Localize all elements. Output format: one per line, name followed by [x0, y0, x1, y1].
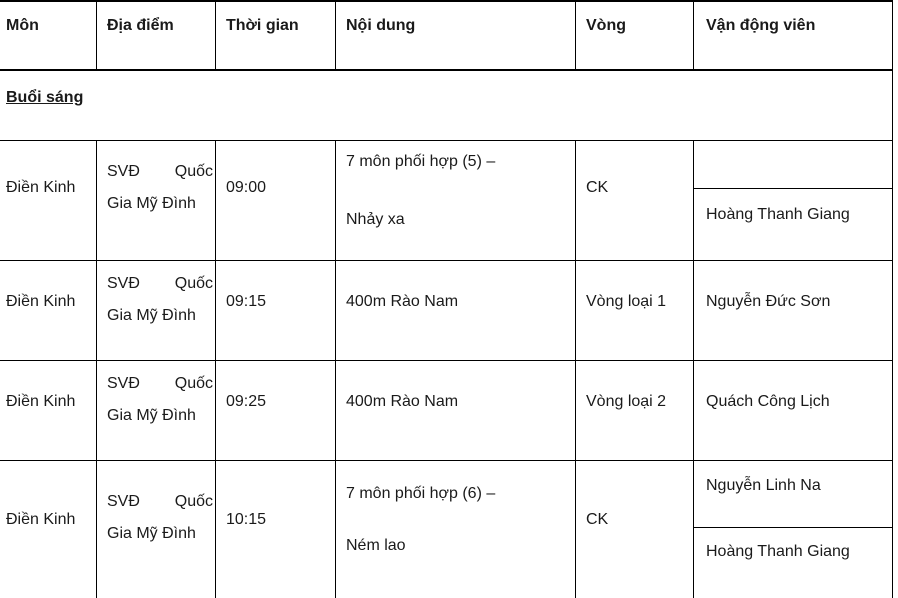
header-vong: Vòng [586, 17, 626, 34]
venue-line: Gia Mỹ Đình [107, 195, 196, 212]
row-divider [0, 360, 893, 361]
row2-venue [107, 268, 213, 332]
row3-mon: Điền Kinh [6, 393, 76, 410]
row1-content-line1: 7 môn phối hợp (5) – [346, 153, 496, 170]
venue-word: SVĐ [107, 493, 140, 510]
col-divider [575, 140, 576, 598]
row1-athlete-2: Hoàng Thanh Giang [706, 206, 850, 223]
row2-round: Vòng loại 1 [586, 293, 667, 310]
row3-time: 09:25 [226, 393, 267, 410]
venue-word: Quốc [174, 375, 213, 392]
section-title: Buổi sáng [6, 89, 84, 106]
header-noi-dung: Nội dung [346, 17, 416, 34]
table-border-top [0, 0, 893, 2]
row4-athlete-2: Hoàng Thanh Giang [706, 543, 850, 560]
row4-round: CK [586, 511, 609, 528]
col-divider [96, 0, 97, 70]
header-mon: Môn [6, 17, 39, 34]
header-van-dong-vien: Vận động viên [706, 17, 816, 34]
row1-round: CK [586, 179, 609, 196]
header-dia-diem: Địa điểm [107, 17, 174, 34]
col-divider [96, 140, 97, 598]
row4-athlete-1: Nguyễn Linh Na [706, 477, 821, 494]
venue-line: Gia Mỹ Đình [107, 525, 196, 542]
venue-word: Quốc [174, 493, 213, 510]
row2-athlete: Nguyễn Đức Sơn [706, 293, 831, 310]
row3-athlete: Quách Công Lịch [706, 393, 830, 410]
row3-content: 400m Rào Nam [346, 393, 459, 410]
venue-line: Gia Mỹ Đình [107, 307, 196, 324]
col-divider [693, 0, 694, 70]
table-border-right [892, 0, 893, 598]
row1-venue [107, 156, 213, 220]
athlete-subdivider [693, 188, 893, 189]
row2-content: 400m Rào Nam [346, 293, 459, 310]
row4-time: 10:15 [226, 511, 267, 528]
venue-line: Gia Mỹ Đình [107, 407, 196, 424]
col-divider [693, 140, 694, 598]
row4-mon: Điền Kinh [6, 511, 76, 528]
row1-mon: Điền Kinh [6, 179, 76, 196]
venue-word: SVĐ [107, 275, 140, 292]
row-divider [0, 260, 893, 261]
row4-venue [107, 486, 213, 550]
athlete-subdivider [693, 527, 893, 528]
col-divider [335, 140, 336, 598]
col-divider [215, 0, 216, 70]
venue-word: SVĐ [107, 375, 140, 392]
row2-time: 09:15 [226, 293, 267, 310]
row1-time: 09:00 [226, 179, 267, 196]
venue-word: SVĐ [107, 163, 140, 180]
row2-mon: Điền Kinh [6, 293, 76, 310]
row3-round: Vòng loại 2 [586, 393, 667, 410]
row3-venue [107, 368, 213, 432]
venue-word: Quốc [174, 275, 213, 292]
row1-content-line2: Nhảy xa [346, 211, 405, 228]
row4-content-line1: 7 môn phối hợp (6) – [346, 485, 496, 502]
row-divider [0, 460, 893, 461]
col-divider [575, 0, 576, 70]
venue-word: Quốc [174, 163, 213, 180]
header-thoi-gian: Thời gian [226, 17, 299, 34]
row-divider [0, 140, 893, 141]
col-divider [335, 0, 336, 70]
col-divider [215, 140, 216, 598]
header-bottom-rule [0, 69, 893, 71]
row4-content-line2: Ném lao [346, 537, 406, 554]
